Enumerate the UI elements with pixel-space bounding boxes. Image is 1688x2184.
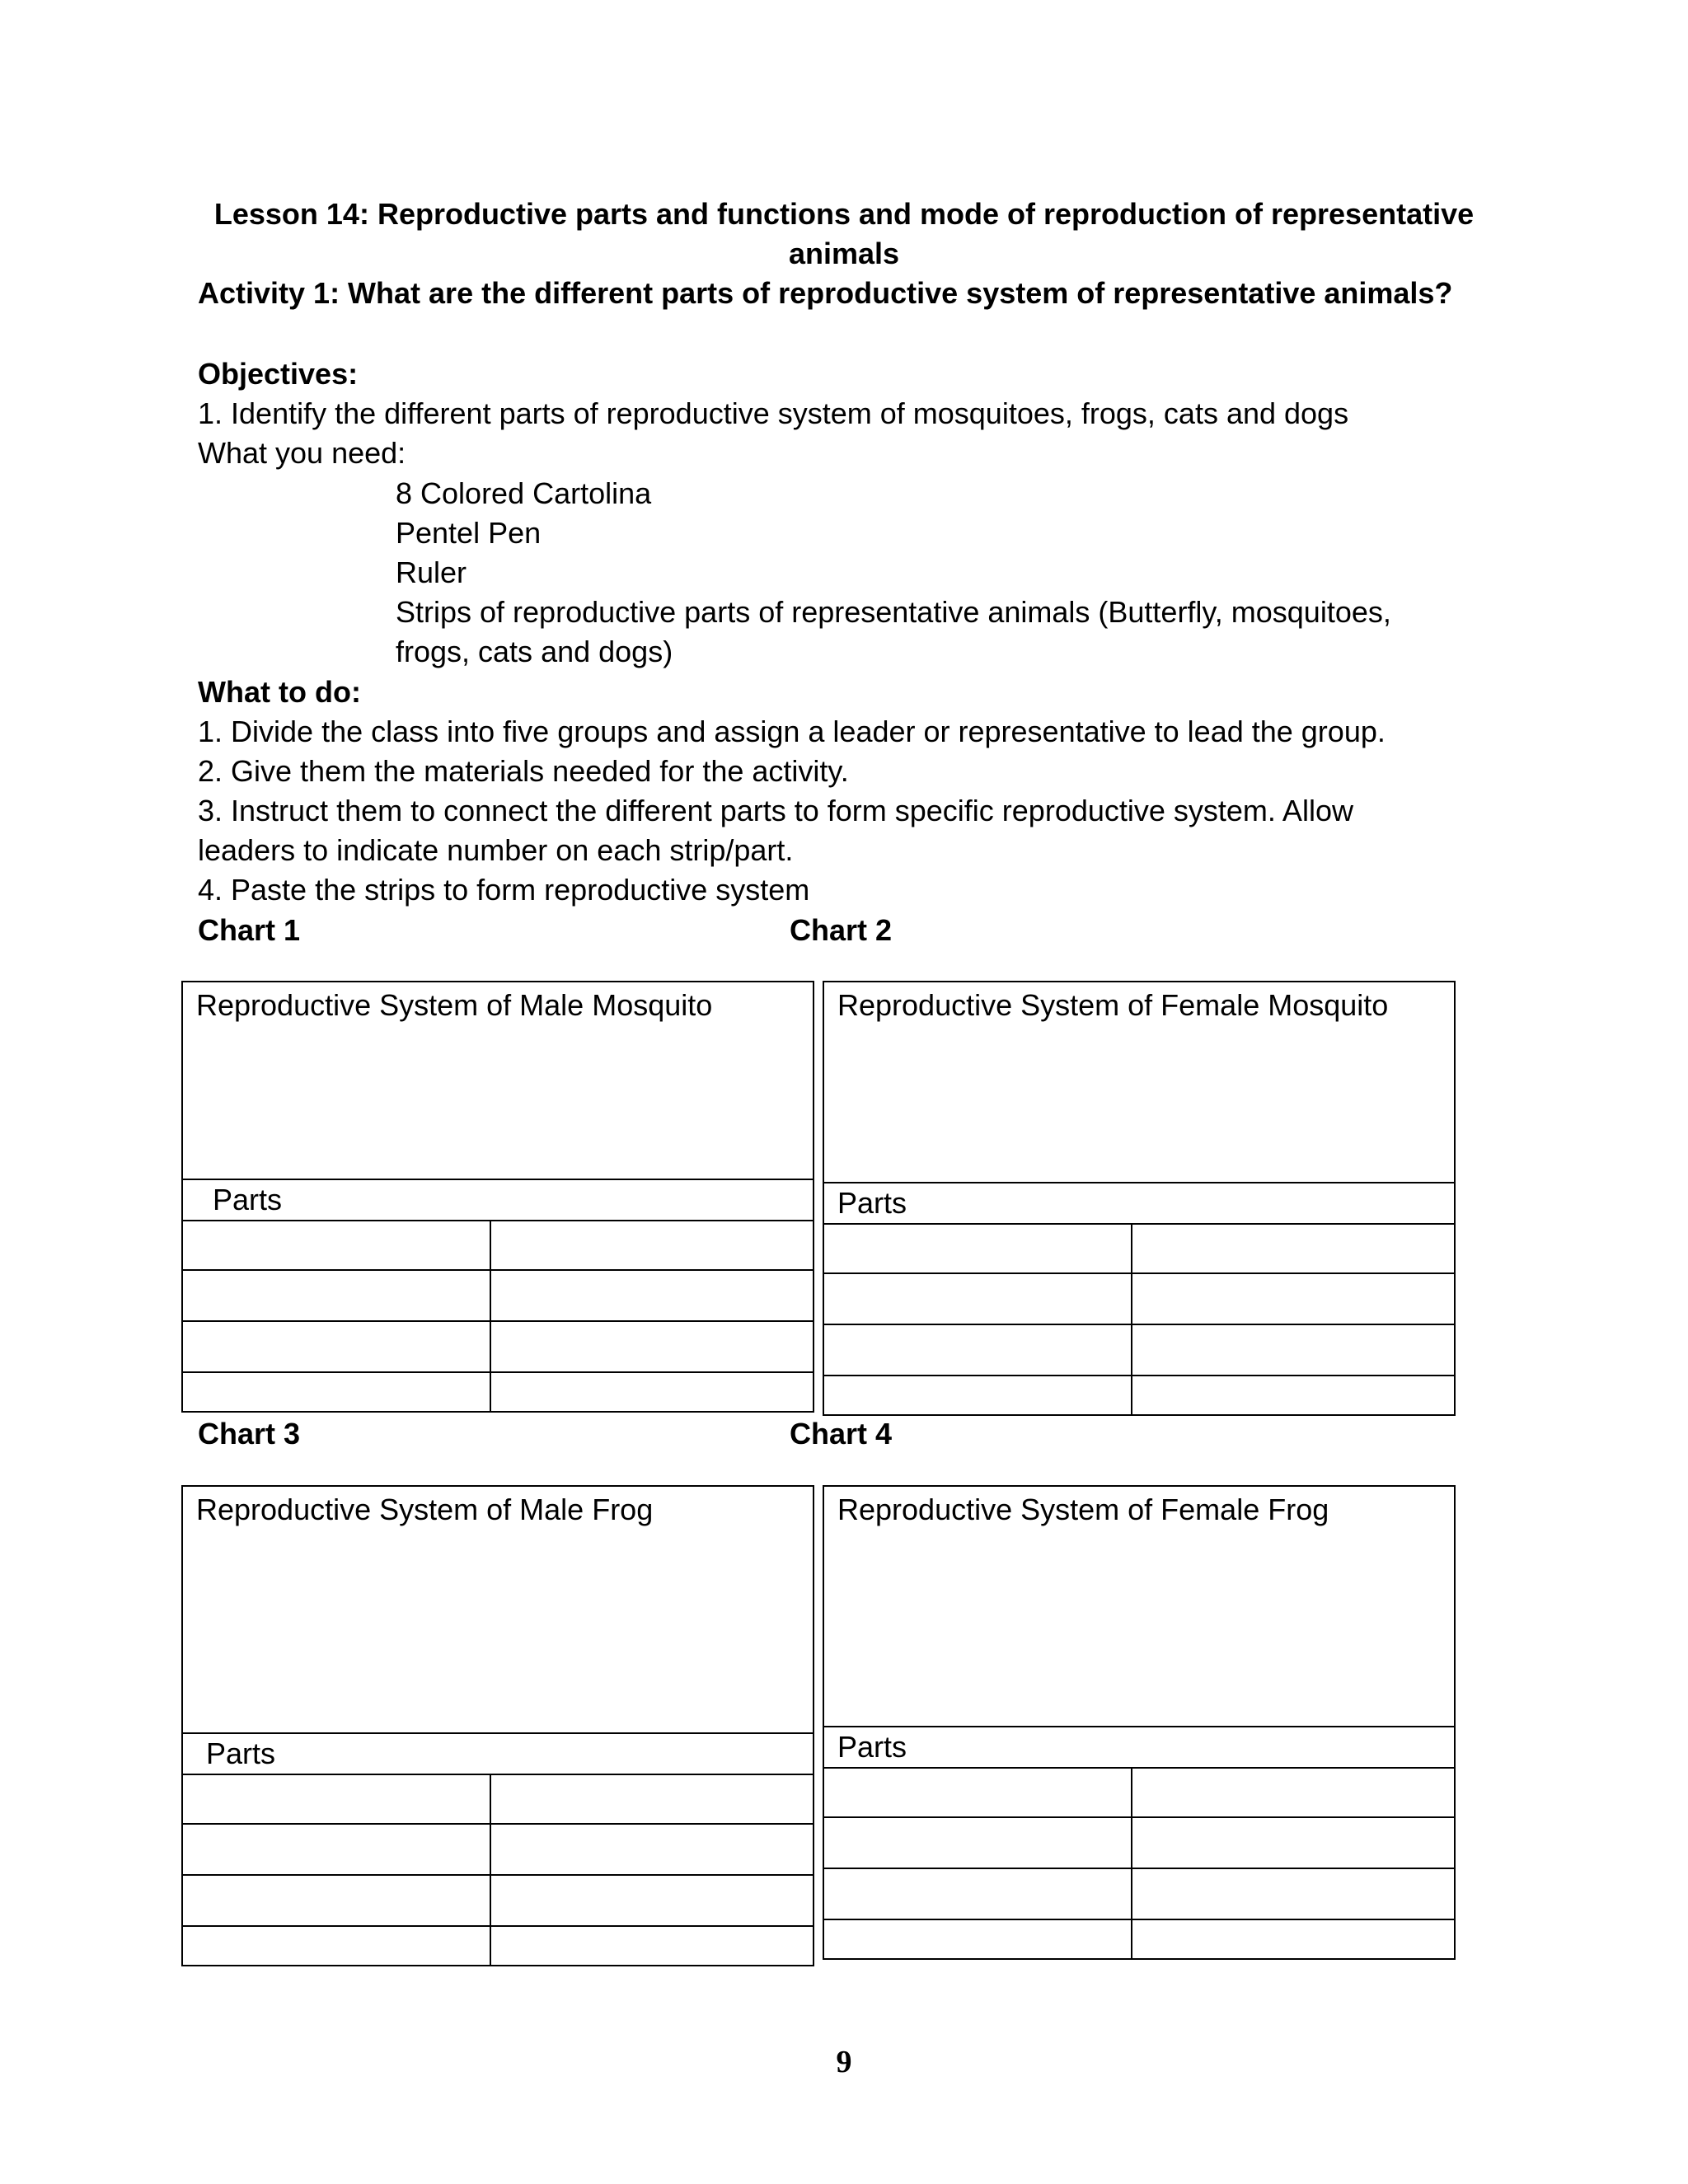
material-item: frogs, cats and dogs) <box>396 635 673 668</box>
chart-4-title: Reproductive System of Female Frog <box>837 1493 1329 1526</box>
parts-cell[interactable] <box>824 1376 1132 1414</box>
parts-cell[interactable] <box>1132 1767 1454 1818</box>
parts-cell[interactable] <box>824 1920 1132 1958</box>
parts-cell[interactable] <box>183 1825 491 1876</box>
objectives-heading: Objectives: <box>198 357 359 391</box>
chart-3-box <box>181 1485 814 1966</box>
lesson-title-line1: Lesson 14: Reproductive parts and functions and mode of reproduction of representative <box>213 197 1475 231</box>
chart-1-title: Reproductive System of Male Mosquito <box>196 988 713 1022</box>
parts-cell[interactable] <box>1132 1818 1454 1869</box>
chart-2-title: Reproductive System of Female Mosquito <box>837 988 1389 1022</box>
parts-cell[interactable] <box>491 1271 813 1322</box>
what-to-do-heading: What to do: <box>198 675 361 709</box>
parts-cell[interactable] <box>824 1869 1132 1920</box>
material-item: Ruler <box>396 555 467 589</box>
step-item: 1. Divide the class into five groups and assign a leader or representative to lead the group. <box>198 715 1386 748</box>
parts-cell[interactable] <box>824 1223 1132 1274</box>
chart-4-box <box>823 1485 1456 1960</box>
parts-cell[interactable] <box>491 1322 813 1373</box>
chart-1-label: Chart 1 <box>198 913 301 947</box>
step-item: leaders to indicate number on each strip/part. <box>198 833 794 867</box>
chart-3-title: Reproductive System of Male Frog <box>196 1493 654 1526</box>
lesson-title-line2: animals <box>788 237 900 270</box>
parts-cell[interactable] <box>491 1927 813 1965</box>
parts-cell[interactable] <box>1132 1223 1454 1274</box>
what-you-need-label: What you need: <box>198 436 406 470</box>
chart-2-parts-label: Parts <box>837 1186 907 1220</box>
parts-cell[interactable] <box>824 1818 1132 1869</box>
chart-1-parts-grid <box>183 1220 813 1411</box>
parts-cell[interactable] <box>183 1927 491 1965</box>
parts-cell[interactable] <box>491 1825 813 1876</box>
parts-cell[interactable] <box>491 1373 813 1411</box>
parts-cell[interactable] <box>491 1220 813 1271</box>
parts-cell[interactable] <box>183 1220 491 1271</box>
chart-3-label: Chart 3 <box>198 1417 301 1451</box>
chart-3-parts-label: Parts <box>206 1736 276 1770</box>
step-item: 4. Paste the strips to form reproductive system <box>198 873 810 907</box>
chart-2-box <box>823 981 1456 1416</box>
chart-1-parts-label: Parts <box>213 1183 283 1216</box>
parts-cell[interactable] <box>1132 1376 1454 1414</box>
chart-3-parts-grid <box>183 1774 813 1965</box>
parts-cell[interactable] <box>183 1876 491 1927</box>
parts-cell[interactable] <box>1132 1869 1454 1920</box>
chart-4-parts-grid <box>824 1767 1454 1958</box>
chart-4-parts-row <box>824 1726 1454 1769</box>
chart-4-parts-label: Parts <box>837 1730 907 1764</box>
parts-cell[interactable] <box>1132 1274 1454 1325</box>
material-item: Strips of reproductive parts of representative animals (Butterfly, mosquitoes, <box>396 595 1391 629</box>
parts-cell[interactable] <box>183 1373 491 1411</box>
step-item: 3. Instruct them to connect the different parts to form specific reproductive system. Allow <box>198 794 1353 827</box>
page-number: 9 <box>836 2045 852 2079</box>
chart-2-parts-grid <box>824 1223 1454 1414</box>
parts-cell[interactable] <box>183 1322 491 1373</box>
parts-cell[interactable] <box>183 1774 491 1825</box>
chart-2-parts-row <box>824 1182 1454 1225</box>
chart-1-parts-row <box>183 1179 813 1221</box>
parts-cell[interactable] <box>491 1876 813 1927</box>
parts-cell[interactable] <box>824 1325 1132 1376</box>
chart-2-label: Chart 2 <box>790 913 893 947</box>
chart-3-parts-row <box>183 1732 813 1775</box>
parts-cell[interactable] <box>183 1271 491 1322</box>
step-item: 2. Give them the materials needed for the activity. <box>198 754 849 788</box>
objective-item: 1. Identify the different parts of reproductive system of mosquitoes, frogs, cats and dogs <box>198 396 1349 430</box>
parts-cell[interactable] <box>824 1274 1132 1325</box>
material-item: 8 Colored Cartolina <box>396 476 652 510</box>
parts-cell[interactable] <box>1132 1920 1454 1958</box>
chart-1-box <box>181 981 814 1413</box>
parts-cell[interactable] <box>491 1774 813 1825</box>
parts-cell[interactable] <box>824 1767 1132 1818</box>
activity-title: Activity 1: What are the different parts of reproductive system of representative animals? <box>198 276 1453 310</box>
material-item: Pentel Pen <box>396 516 542 550</box>
parts-cell[interactable] <box>1132 1325 1454 1376</box>
chart-4-label: Chart 4 <box>790 1417 893 1451</box>
